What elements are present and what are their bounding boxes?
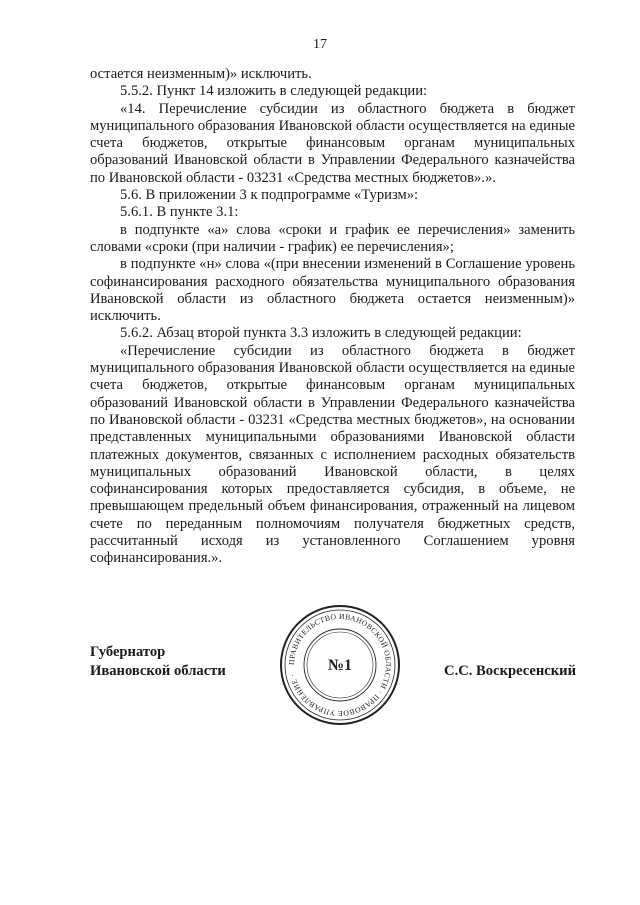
seal-ring-text: ПРАВИТЕЛЬСТВО ИВАНОВСКОЙ ОБЛАСТИ · ПРАВОВОЕ УПРАВЛЕНИЕ · [286, 611, 394, 719]
body-text [90, 66, 575, 568]
paragraph: «14. Перечисление субсидии из областного бюджета в бюджет муниципального образования Ивановской области осуществляется на единые счета бюджетов, открытые финансовым органам муниципальных образований Ивановской области в Управлении Федерального казначейства по Ивановской области - 03231 «Средства местных бюджетов».». [90, 100, 575, 186]
signatory-name: С.С. Воскресенский [444, 663, 576, 679]
paragraph: 5.6. В приложении 3 к подпрограмме «Туризм»: [120, 187, 419, 204]
paragraph: 5.6.2. Абзац второй пункта 3.3 изложить в следующей редакции: [120, 325, 522, 342]
official-seal [278, 603, 402, 727]
seal-number: №1 [327, 657, 353, 674]
paragraph: в подпункте «а» слова «сроки и график ее перечисления» заменить словами «сроки (при наличии - график) ее перечисления»; [90, 221, 575, 255]
paragraph: остается неизменным)» исключить. [90, 66, 312, 82]
signatory-position [90, 643, 226, 681]
paragraph: 5.6.1. В пункте 3.1: [120, 204, 239, 221]
paragraph: в подпункте «н» слова «(при внесении изменений в Соглашение уровень софинансирования расходного обязательства муниципального образования Ивановской области из областного бюджета остается неизменным)» исключить. [90, 256, 575, 325]
paragraph: «Перечисление субсидии из областного бюджета в бюджет муниципального образования Ивановской области осуществляется на единые счета бюджетов, открытые финансовым органам муниципальных образований Ивановской области в Управлении Федерального казначейства по Ивановской области - 03231 «Средства местных бюджетов», на основании представленных муниципальными образованиями Ивановской области платежных документов, связанных с исполнением расходных обязательств муниципальных образований Ивановской области, в целях софинансирования которых предоставляется субсидия, в объеме, не превышающем предельный объем финансирования, отраженный на лицевом счете по переданным полномочиям получателя бюджетных средств, рассчитанный исходя из установленного Соглашением уровня софинансирования.». [90, 342, 575, 567]
signatory-position-line2: Ивановской области [90, 663, 226, 679]
page-number: 17 [313, 37, 327, 52]
seal-icon [278, 603, 402, 727]
signatory-position-line1: Губернатор [90, 644, 166, 660]
paragraph: 5.5.2. Пункт 14 изложить в следующей редакции: [120, 83, 428, 100]
